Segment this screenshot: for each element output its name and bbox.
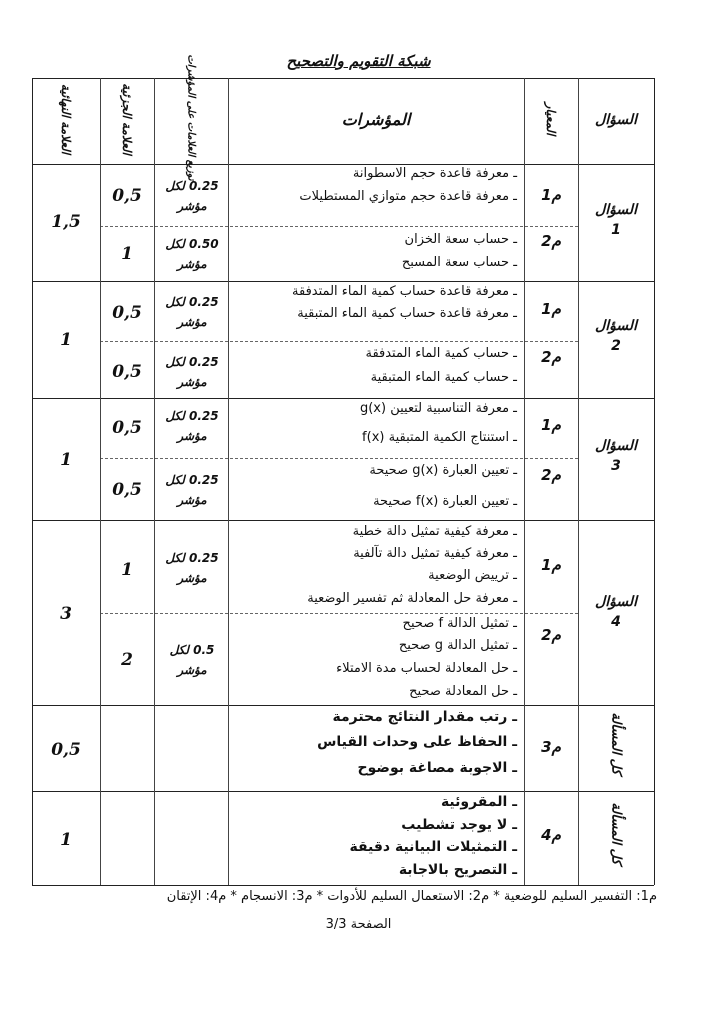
indicator: ـ حل المعادلة لحساب مدة الامتلاء <box>336 661 517 676</box>
header-partial-mark: العلامة الجزئية <box>120 83 134 155</box>
partial-mark: 1 <box>121 560 133 580</box>
indicator: ـ استنتاج الكمية المتبقية f(x) <box>362 430 517 445</box>
final-mark: 3 <box>60 604 72 624</box>
indicator: ـ حساب كمية الماء المتبقية <box>370 370 517 385</box>
criterion: م1 <box>541 416 561 434</box>
criterion: م1 <box>541 186 561 204</box>
indicator: ـ تعيين العبارة g(x) صحيحة <box>369 463 517 478</box>
indicator: ـ معرفة التناسبية لتعيين g(x) <box>359 401 517 416</box>
question-label: السؤال 4 <box>595 594 637 630</box>
criterion: م2 <box>541 626 561 644</box>
partial-mark: 0,5 <box>112 186 142 206</box>
distribution: 0.25 لكل مؤشر <box>165 355 219 389</box>
final-mark: 1,5 <box>51 212 81 232</box>
page-title: شبكة التقويم والتصحيح <box>286 52 431 70</box>
header-question: السؤال <box>595 112 637 128</box>
indicator: ـ رتب مقدار النتائج محترمة <box>332 709 517 725</box>
final-mark: 0,5 <box>51 740 81 760</box>
distribution: 0.25 لكل مؤشر <box>165 295 219 329</box>
distribution: 0.5 لكل مؤشر <box>169 643 215 677</box>
indicator: ـ الحفاظ على وحدات القياس <box>317 734 517 750</box>
indicator: ـ التصريح بالاجابة <box>398 862 517 878</box>
distribution: 0.25 لكل مؤشر <box>165 179 219 213</box>
indicator: ـ المقروئية <box>440 794 517 810</box>
distribution: 0.25 لكل مؤشر <box>165 473 219 507</box>
footer-legend: م1: التفسير السليم للوضعية * م2: الاستعمال السليم للأدوات * م3: الانسجام * م4: الإتقان <box>166 889 657 904</box>
indicator: ـ ترييض الوضعية <box>428 568 517 583</box>
distribution: 0.25 لكل مؤشر <box>165 551 219 585</box>
criterion: م4 <box>541 826 561 844</box>
partial-mark: 0,5 <box>112 480 142 500</box>
question-label: السؤال 2 <box>595 318 637 354</box>
partial-mark: 2 <box>121 650 133 670</box>
question-label: كل المسألة <box>608 802 624 865</box>
header-final-mark: العلامة النهائية <box>59 83 73 155</box>
indicator: ـ معرفة قاعدة حساب كمية الماء المتدفقة <box>292 284 517 299</box>
indicator: ـ حساب سعة الخزان <box>404 232 517 247</box>
question-label: السؤال 3 <box>595 438 637 474</box>
indicator: ـ معرفة كيفية تمثيل دالة خطية <box>352 524 517 539</box>
indicator: ـ الاجوبة مصاغة بوضوح <box>357 760 517 776</box>
indicator: ـ تمثيل الدالة f صحيح <box>402 616 517 631</box>
criterion: م3 <box>541 738 561 756</box>
criterion: م2 <box>541 348 561 366</box>
indicator: ـ معرفة قاعدة حجم الاسطوانة <box>352 166 517 181</box>
indicator: ـ حل المعادلة صحيح <box>409 684 517 699</box>
distribution: 0.50 لكل مؤشر <box>165 237 219 271</box>
indicator: ـ لا يوجد تشطيب <box>401 817 517 833</box>
indicator: ـ التمثيلات البيانية دقيقة <box>349 839 517 855</box>
page-number: الصفحة 3/3 <box>325 917 392 932</box>
question-label: السؤال 1 <box>595 202 637 238</box>
indicator: ـ حساب كمية الماء المتدفقة <box>365 346 517 361</box>
indicator: ـ تمثيل الدالة g صحيح <box>398 638 517 653</box>
final-mark: 1 <box>60 830 72 850</box>
indicator: ـ معرفة كيفية تمثيل دالة تآلفية <box>353 546 517 561</box>
header-distribution: توزيع العلامات على المؤشرات <box>185 54 197 181</box>
partial-mark: 0,5 <box>112 418 142 438</box>
header-criterion: المعيار <box>544 102 558 136</box>
partial-mark: 0,5 <box>112 362 142 382</box>
final-mark: 1 <box>60 450 72 470</box>
indicator: ـ تعيين العبارة f(x) صحيحة <box>373 494 517 509</box>
partial-mark: 1 <box>121 244 133 264</box>
partial-mark: 0,5 <box>112 303 142 323</box>
criterion: م1 <box>541 556 561 574</box>
question-label: كل المسألة <box>608 712 624 775</box>
criterion: م2 <box>541 232 561 250</box>
indicator: ـ حساب سعة المسبح <box>401 255 517 270</box>
header-indicators: المؤشرات <box>341 110 411 129</box>
indicator: ـ معرفة حل المعادلة ثم تفسير الوضعية <box>307 591 517 606</box>
indicator: ـ معرفة قاعدة حساب كمية الماء المتبقية <box>297 306 517 321</box>
criterion: م2 <box>541 466 561 484</box>
indicator: ـ معرفة قاعدة حجم متوازي المستطيلات <box>299 189 517 204</box>
criterion: م1 <box>541 300 561 318</box>
distribution: 0.25 لكل مؤشر <box>165 409 219 443</box>
final-mark: 1 <box>60 330 72 350</box>
